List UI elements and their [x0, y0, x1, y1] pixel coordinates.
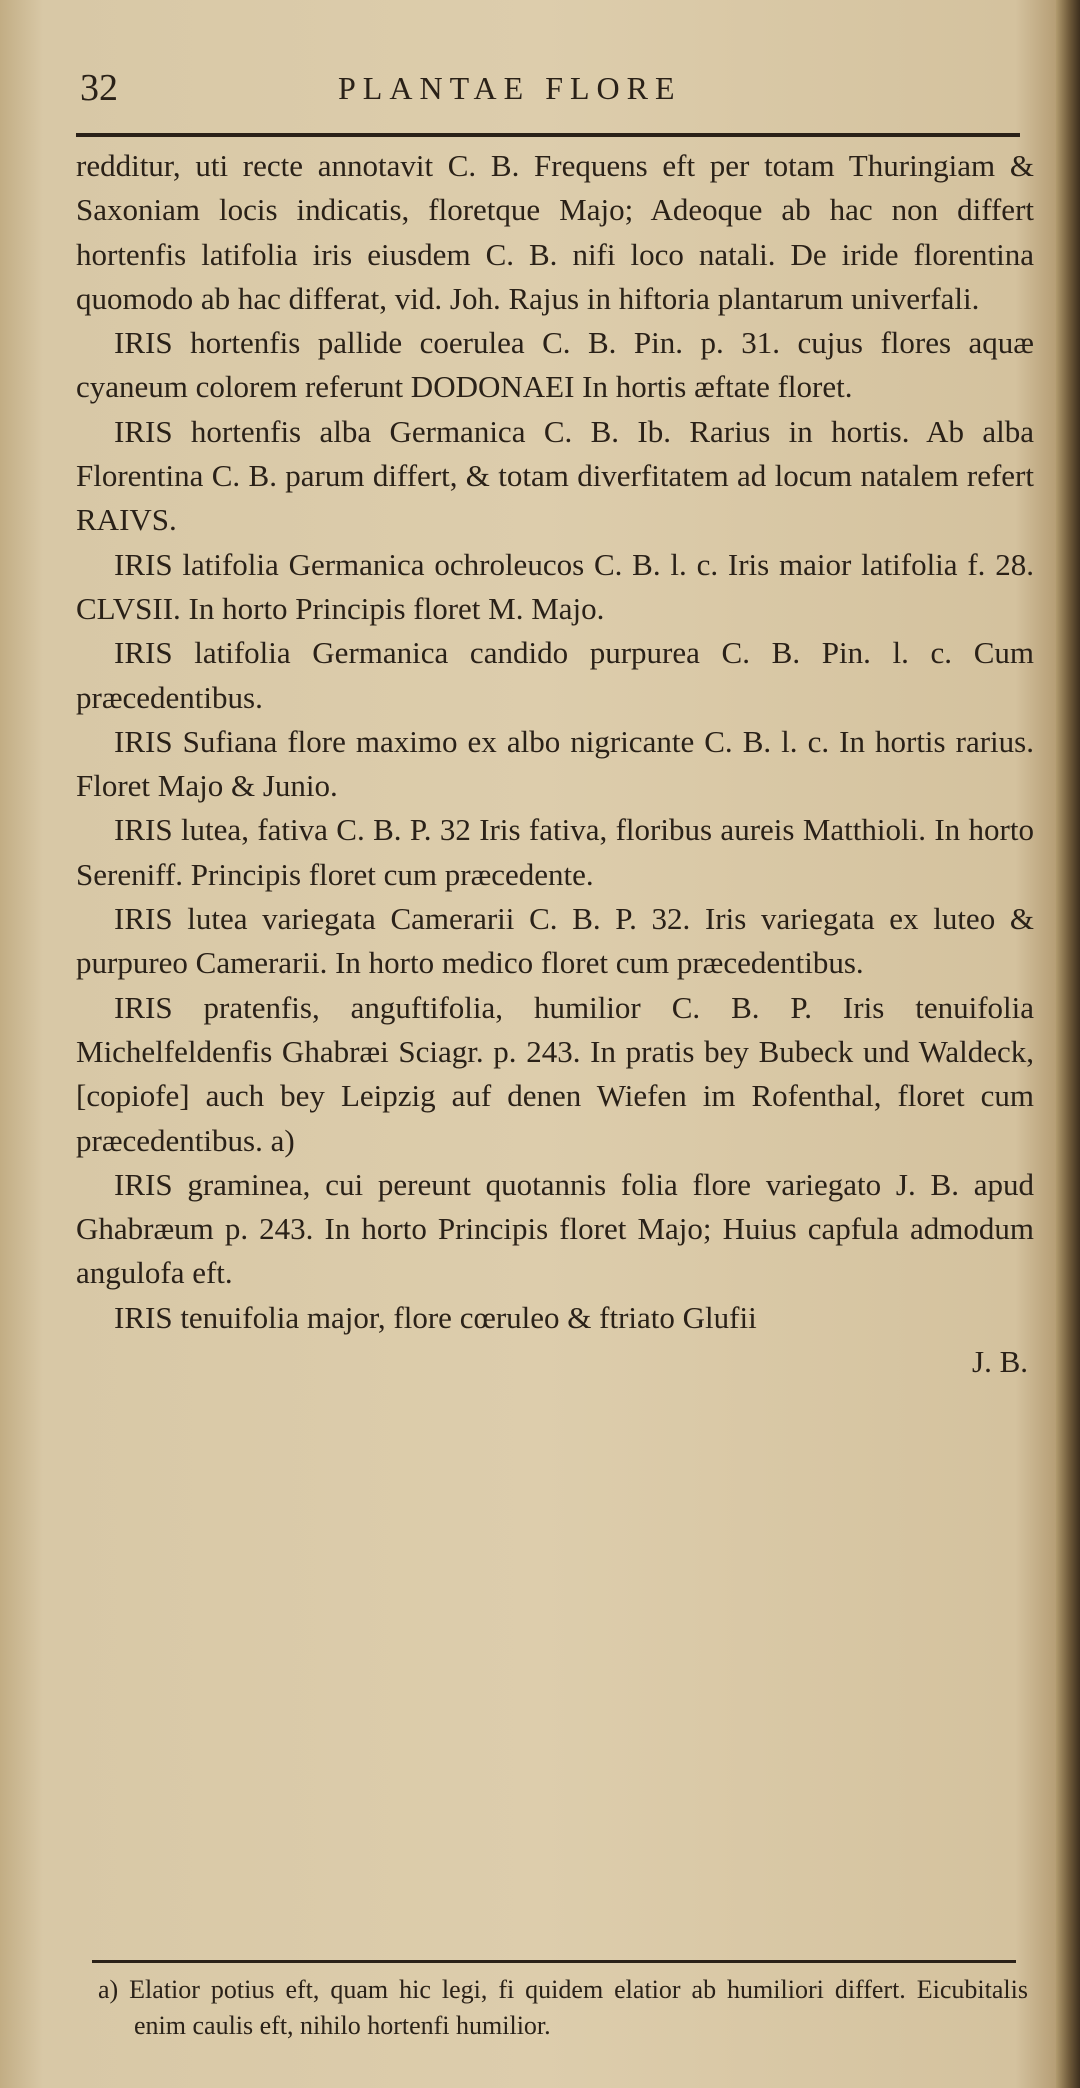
- entry-iris-latifolia-candido: IRIS latifolia Germanica candido purpurea C. B. Pin. l. c. Cum præcedentibus.: [76, 635, 1034, 715]
- entry-iris-hortensis-pallide: IRIS hortenfis pallide coerulea C. B. Pin. p. 31. cujus flores aquæ cyaneum colorem referunt DODONAEI In hortis æftate floret.: [76, 325, 1034, 405]
- paragraph-continuation: redditur, uti recte annotavit C. B. Frequens eft per totam Thuringiam & Saxoniam locis indicatis, floretque Majo; Adeoque ab hac non differt hortenfis latifolia iris eiusdem C. B. nifi loco natali. De iride florentina quomodo ab hac differat, vid. Joh. Rajus in hiftoria plantarum univerfali.: [76, 148, 1034, 316]
- page-number: 32: [80, 67, 118, 109]
- entry-iris-lutea-sativa: IRIS lutea, fativa C. B. P. 32 Iris fativa, floribus aureis Matthioli. In horto Sereniff. Principis floret cum præcedente.: [76, 812, 1034, 892]
- signature-jb: J. B.: [972, 1344, 1028, 1380]
- entry-iris-graminea: IRIS graminea, cui pereunt quotannis folia flore variegato J. B. apud Ghabræum p. 243. In horto Principis floret Majo; Huius capfula admodum angulofa eft.: [76, 1166, 1034, 1291]
- entry-iris-hortensis-alba: IRIS hortenfis alba Germanica C. B. Ib. Rarius in hortis. Ab alba Florentina C. B. parum differt, & totam diverfitatem ad locum natalem refert RAIVS.: [76, 413, 1034, 538]
- entry-iris-latifolia-ochroleucos: IRIS latifolia Germanica ochroleucos C. B. l. c. Iris maior latifolia f. 28. CLVSII. In horto Principis floret M. Majo.: [76, 546, 1034, 626]
- entry-iris-lutea-variegata: IRIS lutea variegata Camerarii C. B. P. 32. Iris variegata ex luteo & purpureo Camerarii. In horto medico floret cum præcedentibus.: [76, 901, 1034, 981]
- footnote-rule: [92, 1960, 1016, 1963]
- running-head: PLANTAE FLORE: [338, 70, 682, 106]
- main-text: [76, 144, 1034, 1384]
- header-rule: [76, 133, 1020, 137]
- book-spine-shadow: [1056, 0, 1080, 2088]
- entry-iris-tenuifolia: IRIS tenuifolia major, flore cœruleo & ftriato Glufii: [114, 1299, 757, 1335]
- entry-iris-pratensis: IRIS pratenfis, anguftifolia, humilior C. B. P. Iris tenuifolia Michelfeldenfis Ghabræi Sciagr. p. 243. In pratis bey Bubeck und Waldeck, [copiofe] auch bey Leipzig auf denen Wiefen im Rofenthal, floret cum præcedentibus. a): [76, 989, 1034, 1158]
- page-header: [80, 66, 1040, 116]
- entry-iris-susiana: IRIS Sufiana flore maximo ex albo nigricante C. B. l. c. In hortis rarius. Floret Majo & Junio.: [76, 723, 1034, 804]
- footnote: [98, 1972, 1028, 2044]
- footnote-text: a) Elatior potius eft, quam hic legi, fi quidem elatior ab humiliori differt. Eicubitalis enim caulis eft, nihilo hortenfi humilior.: [98, 1975, 1028, 2040]
